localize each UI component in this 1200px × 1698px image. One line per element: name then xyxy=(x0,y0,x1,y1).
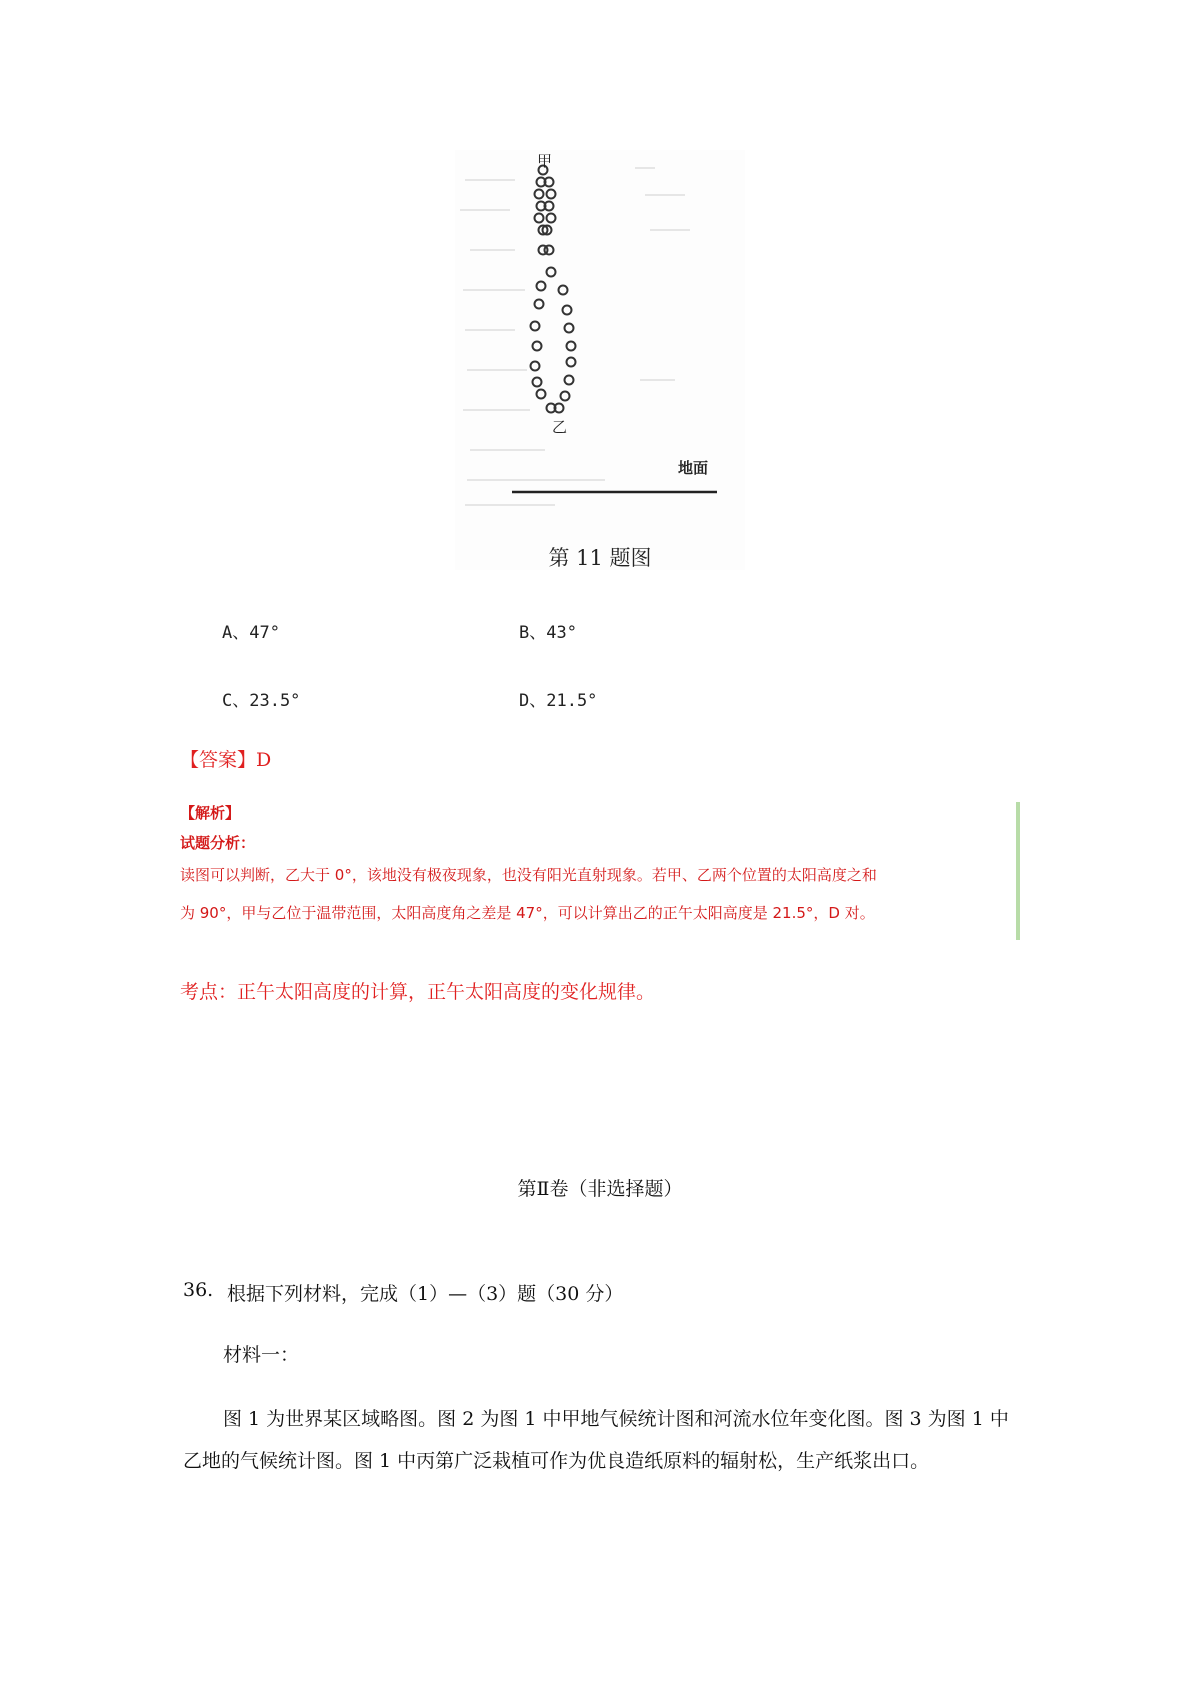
sun-position-marker xyxy=(537,282,546,291)
question-text: 根据下列材料，完成（1）—（3）题（30 分） xyxy=(227,1283,624,1305)
sun-path-diagram xyxy=(455,150,745,570)
option-c: C、23.5° xyxy=(222,691,301,711)
option-d: D、21.5° xyxy=(519,691,598,711)
sun-position-marker xyxy=(533,342,542,351)
answer: 【答案】D xyxy=(180,749,272,771)
label-jia: 甲 xyxy=(537,152,553,170)
analysis-line-2: 为 90°，甲与乙位于温带范围，太阳高度角之差是 47°，可以计算出乙的正午太阳高度是 21.5°，D 对。 xyxy=(180,904,875,922)
sun-position-marker xyxy=(567,358,576,367)
analysis-box xyxy=(180,802,1020,940)
option-b: B、43° xyxy=(519,623,577,643)
key-point: 考点：正午太阳高度的计算，正午太阳高度的变化规律。 xyxy=(180,981,656,1003)
sun-position-marker xyxy=(531,322,540,331)
sun-position-marker xyxy=(547,268,556,277)
sun-position-marker xyxy=(563,306,572,315)
option-a: A、47° xyxy=(222,623,280,643)
sun-position-marker xyxy=(533,378,542,387)
ground-label: 地面 xyxy=(678,459,709,477)
sun-position-marker xyxy=(547,190,556,199)
sun-position-marker xyxy=(535,190,544,199)
section-title: 第Ⅱ卷（非选择题） xyxy=(517,1178,683,1200)
sun-position-marker xyxy=(531,362,540,371)
sun-position-marker xyxy=(547,214,556,223)
sun-position-marker xyxy=(567,342,576,351)
sun-position-marker xyxy=(559,286,568,295)
sun-position-marker xyxy=(537,390,546,399)
question-number: 36. xyxy=(183,1279,214,1301)
analysis-title: 【解析】 xyxy=(180,804,241,822)
sun-path-figure xyxy=(455,150,745,570)
figure-caption: 第 11 题图 xyxy=(548,546,652,570)
sun-position-marker xyxy=(545,246,554,255)
sun-position-marker xyxy=(535,214,544,223)
sun-position-marker xyxy=(565,376,574,385)
analysis-line-1: 读图可以判断，乙大于 0°，该地没有极夜现象，也没有阳光直射现象。若甲、乙两个位置的太阳高度之和 xyxy=(180,866,877,884)
material-label: 材料一： xyxy=(223,1344,300,1366)
material-text: 图 1 为世界某区域略图。图 2 为图 1 中甲地气候统计图和河流水位年变化图。图 3 为图 1 中乙地的气候统计图。图 1 中丙第广泛栽植可作为优良造纸原料的辐射松，生产纸浆出口。 xyxy=(183,1408,1009,1472)
sun-position-marker xyxy=(535,300,544,309)
sun-position-marker xyxy=(561,392,570,401)
sun-position-marker xyxy=(565,324,574,333)
label-yi: 乙 xyxy=(552,418,568,436)
analysis-subtitle: 试题分析： xyxy=(180,834,256,852)
